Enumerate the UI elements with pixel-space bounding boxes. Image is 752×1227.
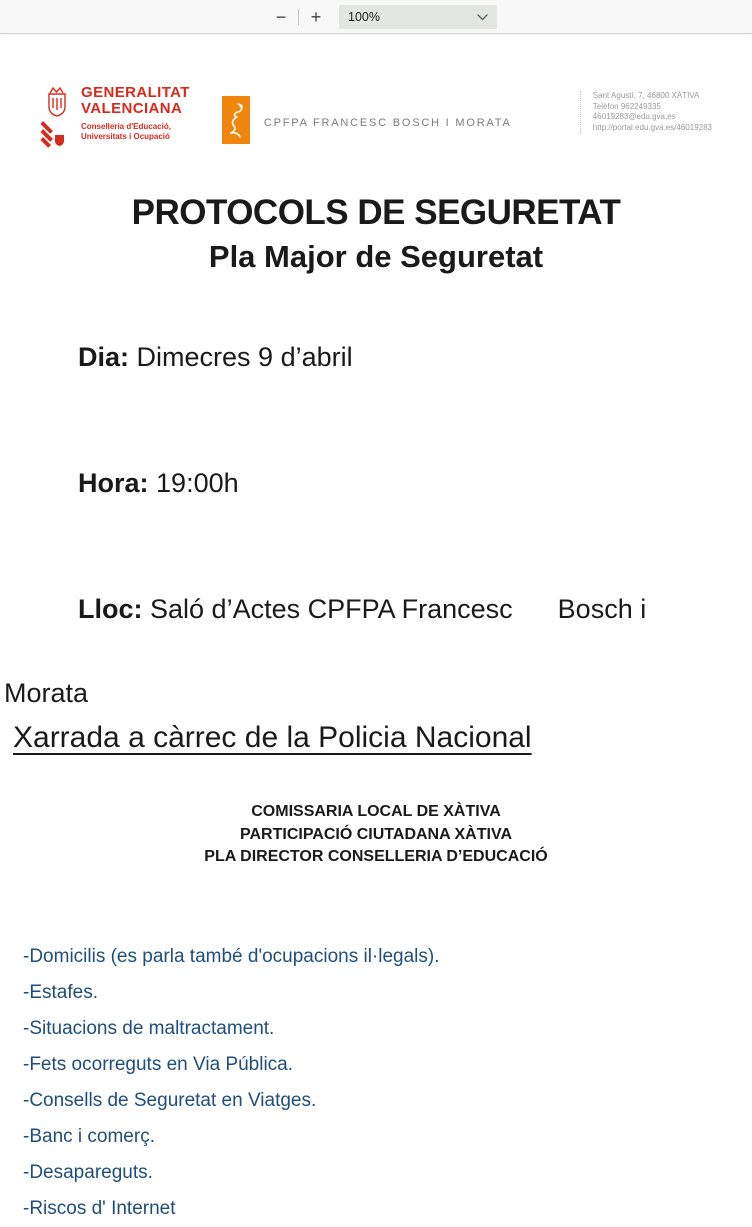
talk-title-text: Xarrada a càrrec de la Policia Nacional (13, 721, 532, 754)
organizers-block (0, 801, 752, 869)
location-wrap-line: Morata (4, 678, 89, 708)
organizer-line-1: COMISSARIA LOCAL DE XÀTIVA (251, 803, 501, 820)
detail-label-location: Lloc: (78, 594, 143, 624)
zoom-out-button[interactable]: − (268, 4, 294, 30)
school-logo-block (222, 96, 512, 149)
topic-item-3: -Situacions de maltractament. (23, 1017, 275, 1039)
topic-item-2: -Estafes. (23, 981, 98, 1003)
contact-block (580, 91, 712, 133)
detail-label-time: Hora: (78, 468, 149, 498)
detail-label-day: Dia: (78, 342, 130, 372)
viewer-toolbar (0, 0, 752, 34)
talk-title (0, 719, 752, 757)
detail-value-day: Dimecres 9 d’abril (129, 342, 353, 372)
document-letterhead (40, 85, 712, 159)
detail-row-time (33, 420, 752, 546)
document-subtitle: Pla Major de Seguretat (208, 239, 544, 274)
gva-logo-text (81, 85, 190, 154)
document-page (0, 85, 752, 1227)
gva-name-line1: GENERALITAT (81, 84, 190, 101)
school-logo-icon (222, 96, 250, 149)
topics-list (0, 939, 752, 1227)
detail-row-day (33, 294, 752, 420)
gva-emblem-icon (40, 85, 74, 154)
document-title: PROTOCOLS DE SEGURETAT (131, 193, 621, 232)
topic-item-6: -Banc i comerç. (23, 1125, 155, 1147)
zoom-in-button[interactable]: + (303, 4, 329, 30)
toolbar-divider (298, 9, 299, 25)
zoom-level-select[interactable] (339, 5, 497, 29)
detail-row-location (33, 546, 752, 672)
contact-website: http://portal.edu.gva.es/46019283 (592, 122, 712, 132)
zoom-level-value: 100% (348, 9, 380, 24)
gva-dept-line1: Conselleria d'Educació, (81, 122, 171, 131)
gva-name-line2: VALENCIANA (81, 100, 183, 117)
topic-item-5: -Consells de Seguretat en Viatges. (23, 1089, 317, 1111)
school-name: CPFPA FRANCESC BOSCH I MORATA (263, 116, 512, 129)
detail-value-time: 19:00h (148, 468, 239, 498)
detail-value-location: Saló d’Actes CPFPA Francesc Bosch i (142, 594, 647, 624)
event-details (0, 294, 752, 672)
organizer-line-2: PARTICIPACIÓ CIUTADANA XÀTIVA (240, 825, 512, 843)
gva-logo (40, 85, 190, 154)
chevron-down-icon (477, 10, 488, 24)
topic-item-8: -Riscos d' Internet (23, 1197, 176, 1219)
gva-dept-line2: Universitats i Ocupació (81, 131, 170, 141)
organizer-line-3: PLA DIRECTOR CONSELLERIA D’EDUCACIÓ (204, 848, 548, 865)
topic-item-1: -Domicilis (es parla també d'ocupacions il·legals). (23, 945, 440, 967)
topic-item-4: -Fets ocorreguts en Via Pública. (23, 1053, 294, 1075)
contact-email: 46019283@edu.gva.es (592, 112, 676, 121)
topic-item-7: -Desapareguts. (23, 1161, 153, 1183)
contact-phone: Telèfon 962249335 (592, 101, 661, 111)
contact-address: Sant Agustí, 7, 46800 XÀTIVA (592, 91, 700, 100)
